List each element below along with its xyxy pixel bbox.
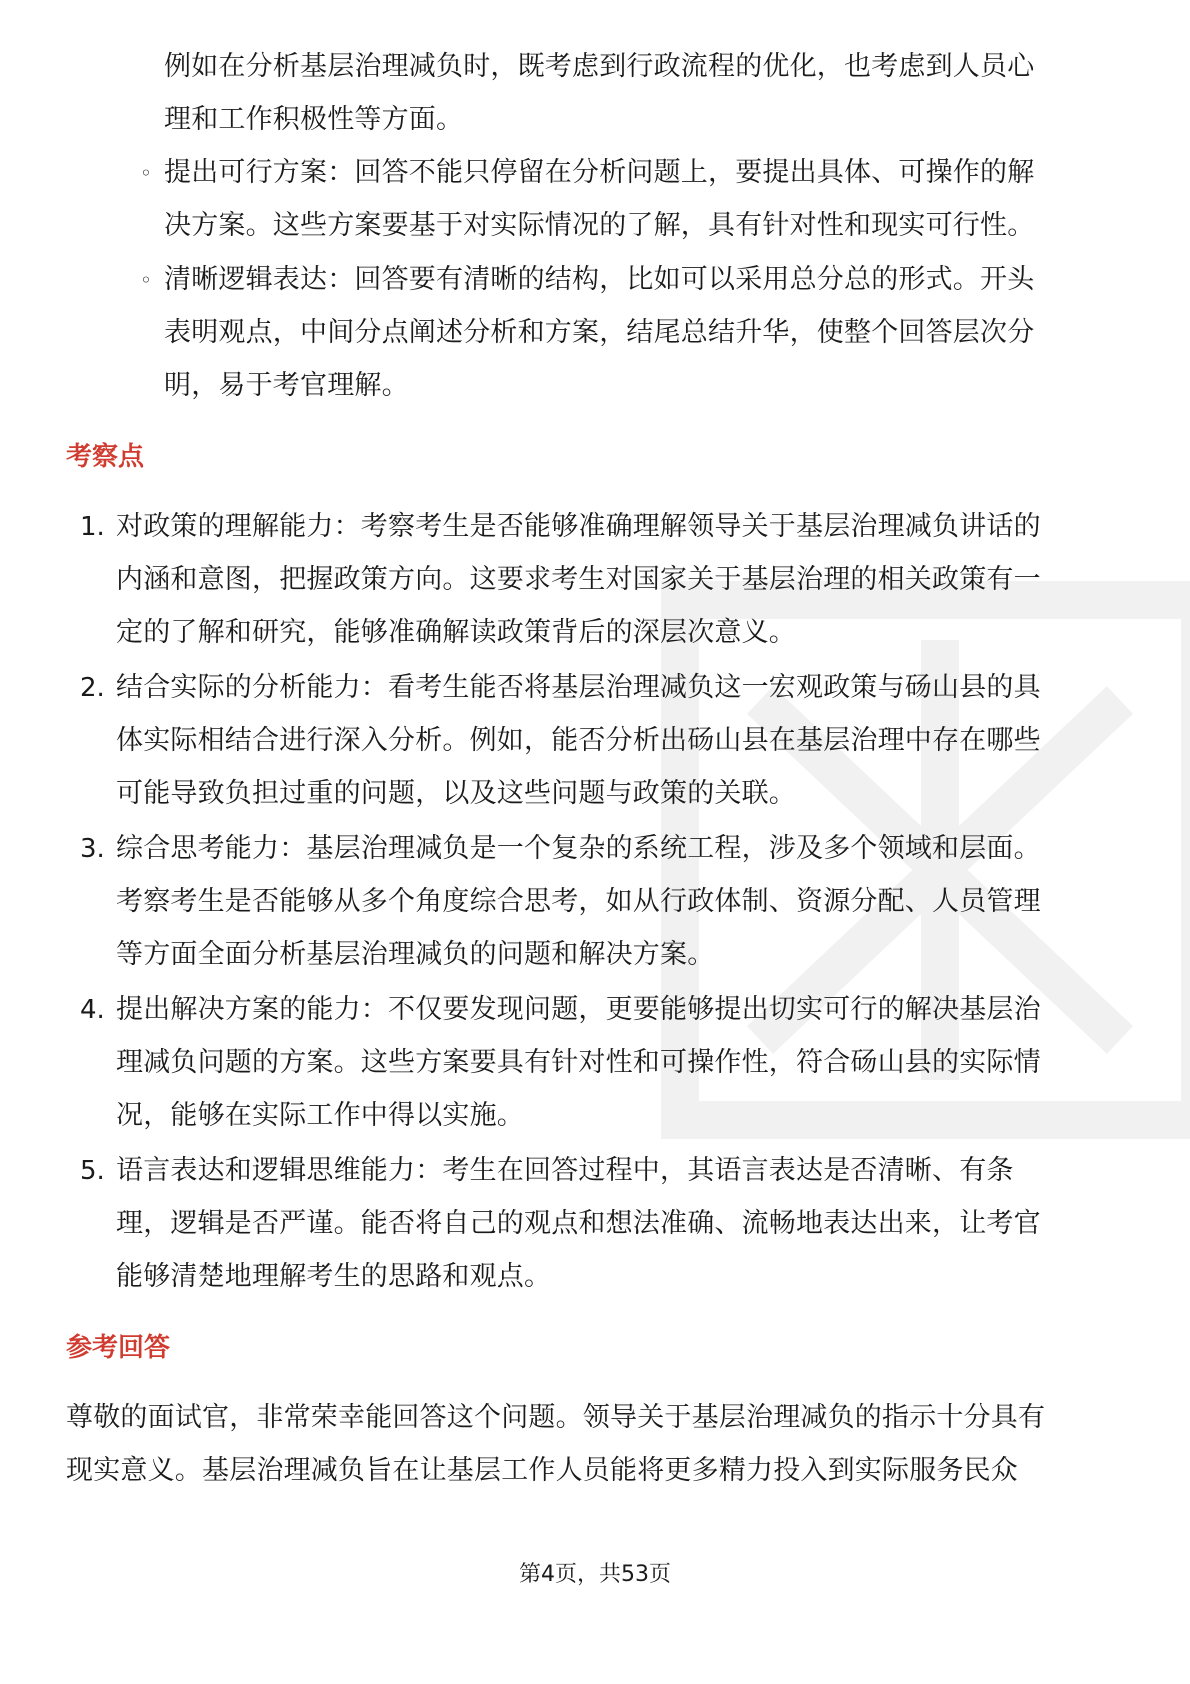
list-item-line: 理，逻辑是否严谨。能否将自己的观点和想法准确、流畅地表达出来，让考官 bbox=[116, 1208, 1041, 1239]
bullet-item-line: 决方案。这些方案要基于对实际情况的了解，具有针对性和现实可行性。 bbox=[164, 210, 1035, 241]
list-item-line: 况，能够在实际工作中得以实施。 bbox=[116, 1100, 524, 1131]
bullet-marker-icon: ◦ bbox=[140, 161, 152, 185]
list-item-line: 定的了解和研究，能够准确解读政策背后的深层次意义。 bbox=[116, 617, 796, 648]
list-item-number: 3. bbox=[80, 834, 105, 864]
list-item-number: 2. bbox=[80, 673, 105, 703]
bullet-marker-icon: ◦ bbox=[140, 268, 152, 292]
bullet-item-line: 表明观点，中间分点阐述分析和方案，结尾总结升华，使整个回答层次分 bbox=[164, 317, 1035, 348]
continuation-line: 例如在分析基层治理减负时，既考虑到行政流程的优化，也考虑到人员心 bbox=[164, 51, 1035, 82]
page-footer: 第4页，共53页 bbox=[519, 1562, 671, 1587]
list-item-line: 对政策的理解能力：考察考生是否能够准确理解领导关于基层治理减负讲话的 bbox=[116, 511, 1041, 542]
continuation-line: 理和工作积极性等方面。 bbox=[164, 104, 464, 135]
list-item-number: 5. bbox=[80, 1156, 105, 1186]
list-item-line: 等方面全面分析基层治理减负的问题和解决方案。 bbox=[116, 939, 715, 970]
list-item-line: 内涵和意图，把握政策方向。这要求考生对国家关于基层治理的相关政策有一 bbox=[116, 564, 1041, 595]
section-heading-kaochadian: 考察点 bbox=[66, 442, 145, 472]
bullet-item-line: 明，易于考官理解。 bbox=[164, 370, 409, 401]
bullet-item-line: 提出可行方案：回答不能只停留在分析问题上，要提出具体、可操作的解 bbox=[164, 157, 1035, 188]
list-item-line: 语言表达和逻辑思维能力：考生在回答过程中，其语言表达是否清晰、有条 bbox=[116, 1155, 1014, 1186]
section-heading-cankaohuida: 参考回答 bbox=[66, 1333, 171, 1363]
list-item-line: 理减负问题的方案。这些方案要具有针对性和可操作性，符合砀山县的实际情 bbox=[116, 1047, 1041, 1078]
paragraph-line: 尊敬的面试官，非常荣幸能回答这个问题。领导关于基层治理减负的指示十分具有 bbox=[66, 1402, 1046, 1433]
list-item-line: 结合实际的分析能力：看考生能否将基层治理减负这一宏观政策与砀山县的具 bbox=[116, 672, 1041, 703]
list-item-number: 4. bbox=[80, 995, 105, 1025]
list-item-line: 综合思考能力：基层治理减负是一个复杂的系统工程，涉及多个领域和层面。 bbox=[116, 833, 1041, 864]
bullet-item-line: 清晰逻辑表达：回答要有清晰的结构，比如可以采用总分总的形式。开头 bbox=[164, 264, 1035, 295]
list-item-number: 1. bbox=[80, 512, 105, 542]
list-item-line: 体实际相结合进行深入分析。例如，能否分析出砀山县在基层治理中存在哪些 bbox=[116, 725, 1041, 756]
list-item-line: 提出解决方案的能力：不仅要发现问题，更要能够提出切实可行的解决基层治 bbox=[116, 994, 1041, 1025]
list-item-line: 可能导致负担过重的问题，以及这些问题与政策的关联。 bbox=[116, 778, 796, 809]
list-item-line: 能够清楚地理解考生的思路和观点。 bbox=[116, 1261, 552, 1292]
paragraph-line: 现实意义。基层治理减负旨在让基层工作人员能将更多精力投入到实际服务民众 bbox=[66, 1455, 1018, 1486]
list-item-line: 考察考生是否能够从多个角度综合思考，如从行政体制、资源分配、人员管理 bbox=[116, 886, 1041, 917]
